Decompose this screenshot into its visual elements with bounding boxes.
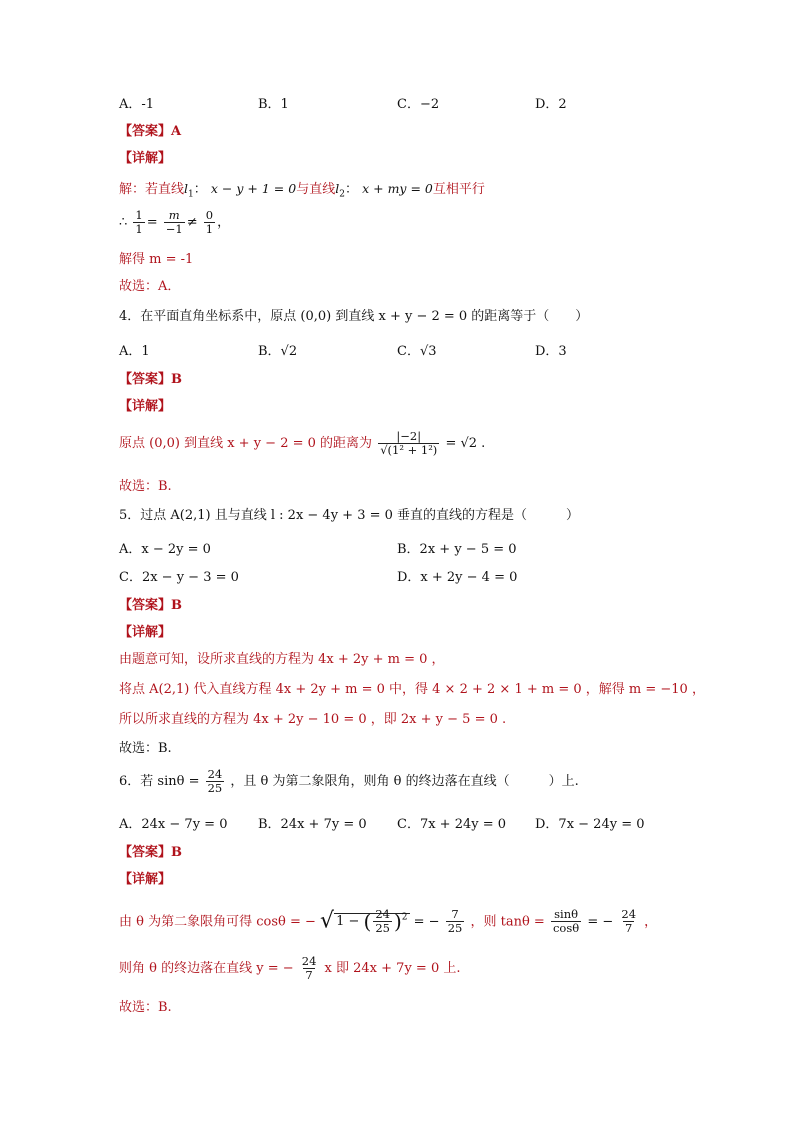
conclusion: 故选：B. [119,741,172,756]
conclusion: 故选：A． [119,279,181,294]
solution-text: = √2 . [445,436,486,451]
frac-numerator: 24 [621,907,637,922]
frac-numerator: 7 [451,907,459,922]
solution-line: 解得 m = -1 [119,252,194,267]
option-d: D．3 [535,344,567,359]
stem-text: 6．若 sinθ = [119,774,200,789]
frac-numerator: sinθ [554,907,579,922]
option-a: A．x − 2y = 0 [119,542,211,557]
question-4-stem: 4．在平面直角坐标系中，原点 (0,0) 到直线 x + y − 2 = 0 的距离等于（ ） [119,309,589,324]
conclusion: 故选：B. [119,479,172,494]
solution-line: 将点 A(2,1) 代入直线方程 4x + 2y + m = 0 中，得 4 × 2 + 2 × 1 + m = 0 ，解得 m = −10 ， [119,682,705,697]
solution-text: ，则 tanθ = [470,914,545,930]
option-c: C．√3 [397,344,437,359]
solution-text: 互相平行 [432,182,485,197]
solution-line: 所以所求直线的方程为 4x + 2y − 10 = 0 ，即 2x + y − 5 = 0 . [119,712,507,727]
option-d: D．2 [535,97,567,112]
solution-line: 由 θ 为第二象限角可得 cosθ = − √ 1 − ( $\frac{24}{25}$ )$^2$ = − $\frac{7}{25}$ ，则 tanθ = $\frac{\sin\theta}{\cos\theta}$ = − $\frac{24}{7}$ ， [119,907,658,936]
option-b: B．24x + 7y = 0 [258,817,367,832]
detail-label: 【详解】 [119,151,172,166]
answer-label: 【答案】B [119,845,182,860]
option-d: D．x + 2y − 4 = 0 [397,570,518,585]
option-a: A．24x − 7y = 0 [119,817,228,832]
solution-text: 原点 (0,0) 到直线 x + y − 2 = 0 的距离为 [119,436,373,451]
answer-label: 【答案】A [119,124,182,139]
frac-denominator: 7 [625,921,633,936]
solution-line: 由题意可知，设所求直线的方程为 4x + 2y + m = 0 ， [119,652,445,667]
detail-label: 【详解】 [119,399,172,414]
stem-text: ，且 θ 为第二象限角，则角 θ 的终边落在直线（ ）上. [230,774,579,789]
solution-fraction-line: ∴ $\frac{1}{1}$ = $\frac{m}{-1}$ ≠ $\frac{0}{1}$ ， [119,208,231,236]
option-a: A．-1 [119,97,155,112]
option-c: C．−2 [397,97,440,112]
math-eq: x + my = 0 [362,181,433,196]
option-b: B．√2 [258,344,298,359]
option-a: A．1 [119,344,150,359]
detail-label: 【详解】 [119,872,172,887]
solution-text: = − [587,914,614,930]
detail-label: 【详解】 [119,625,172,640]
solution-text: x 即 24x + 7y = 0 上. [324,961,461,976]
frac-denominator: 25 [447,921,463,936]
solution-text: 由 θ 为第二象限角可得 cosθ = − [119,914,316,930]
option-c: C．7x + 24y = 0 [397,817,507,832]
option-d: D．7x − 24y = 0 [535,817,645,832]
solution-line [119,429,485,459]
solution-text: 与直线 [296,182,336,197]
solution-line: 解：若直线$l_1$： x − y + 1 = 0与直线$l_2$： x + my = 0互相平行 [119,181,485,200]
solution-text: 解：若直线 [119,182,185,197]
answer-label: 【答案】B [119,598,182,613]
solution-text: 则角 θ 的终边落在直线 y = − [119,961,294,976]
solution-line [119,955,460,983]
option-b: B．2x + y − 5 = 0 [397,542,517,557]
frac-numerator: 24 [301,954,317,968]
option-b: B．1 [258,97,289,112]
question-5-stem: 5．过点 A(2,1) 且与直线 l : 2x − 4y + 3 = 0 垂直的直线的方程是（ ） [119,508,580,523]
solution-text: = − [413,914,440,930]
answer-label: 【答案】B [119,372,182,387]
frac-numerator: |−2| [396,429,422,443]
frac-numerator: 24 [207,767,223,781]
solution-text: ， [644,914,658,930]
frac-denominator: 7 [305,968,313,982]
frac-denominator: 25 [207,781,223,795]
frac-denominator: √(1² + 1²) [380,443,438,457]
math-l1: l [184,181,189,196]
conclusion: 故选：B. [119,1000,172,1015]
option-c: C．2x − y − 3 = 0 [119,570,239,585]
frac-denominator: cosθ [552,921,580,936]
math-eq: x − y + 1 = 0 [210,181,297,196]
question-6-stem [119,768,579,796]
